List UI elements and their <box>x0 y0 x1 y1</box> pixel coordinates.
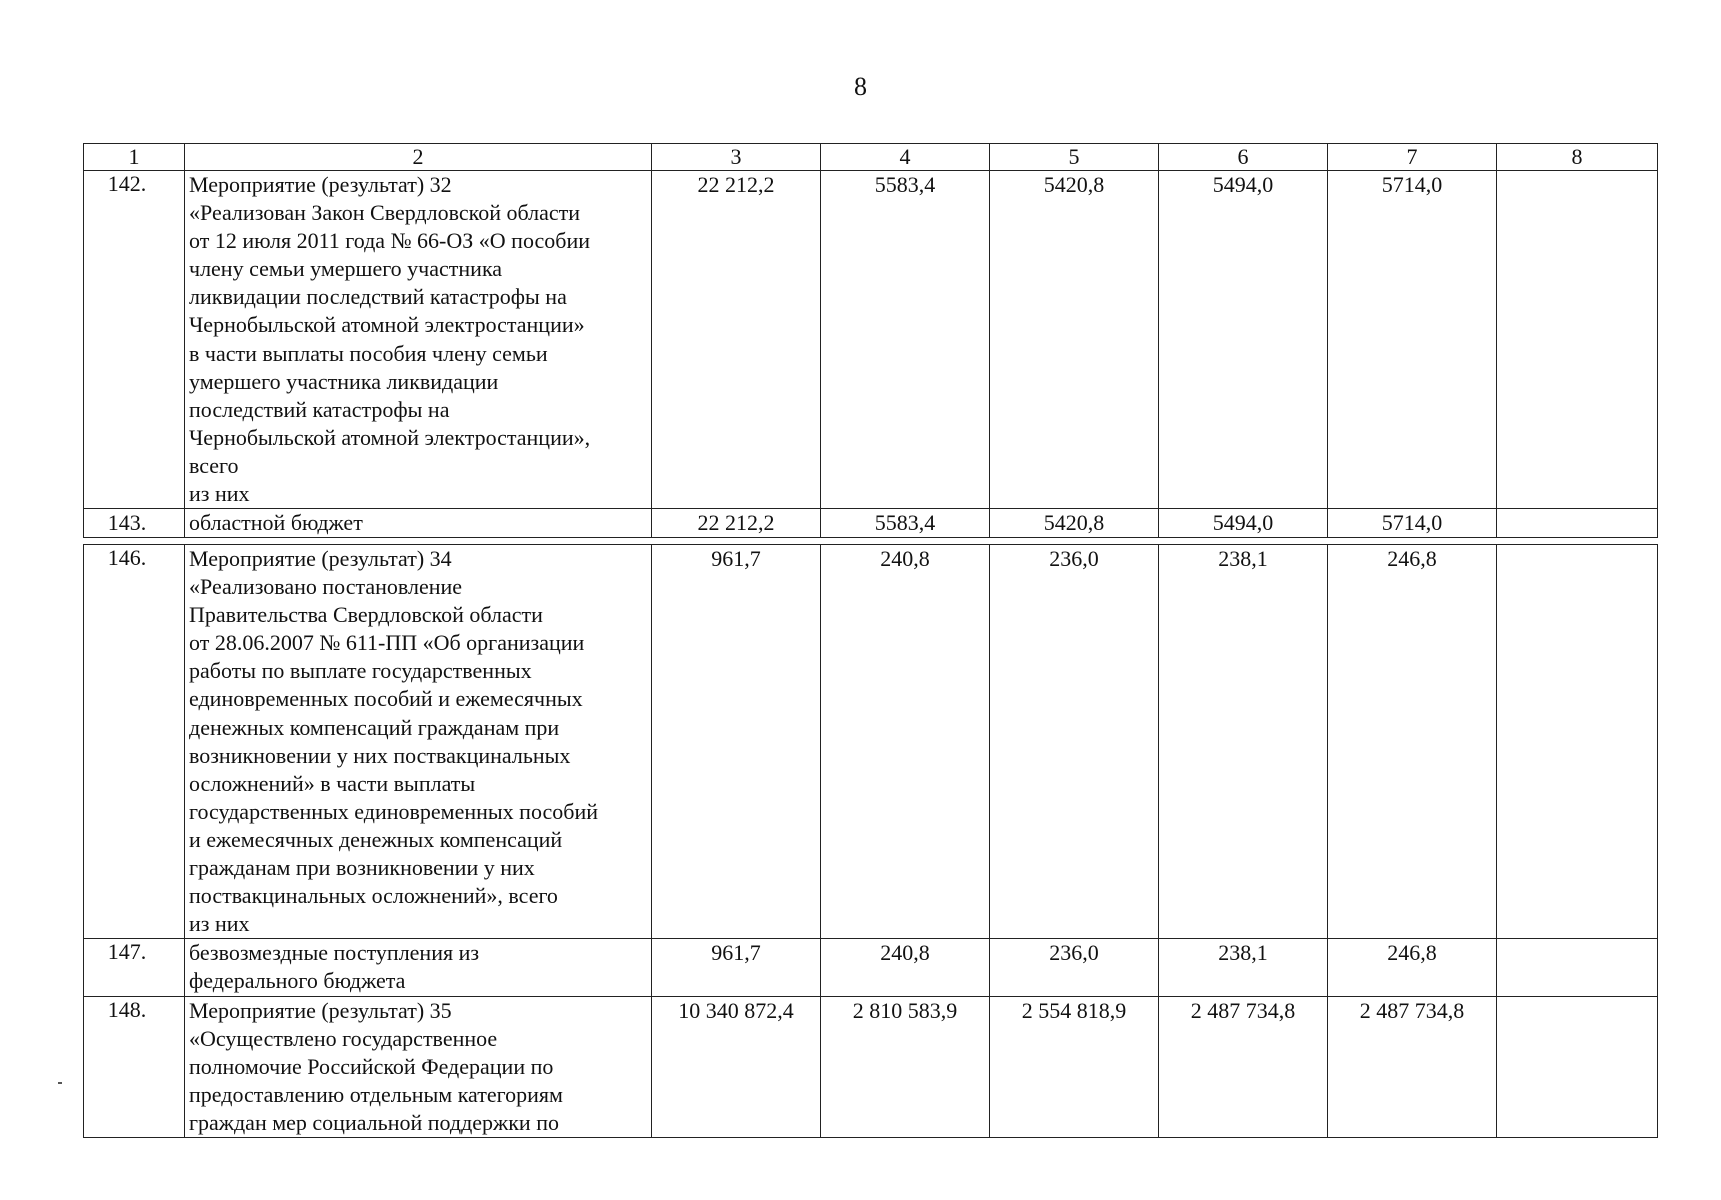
header-col-6: 6 <box>1159 144 1328 171</box>
cell-col-5: 236,0 <box>990 545 1159 939</box>
cell-col-4: 2 810 583,9 <box>821 996 990 1137</box>
cell-col-8 <box>1497 171 1658 509</box>
cell-col-5: 2 554 818,9 <box>990 996 1159 1137</box>
header-col-3: 3 <box>652 144 821 171</box>
cell-col-6: 5494,0 <box>1159 509 1328 538</box>
cell-col-4: 240,8 <box>821 939 990 996</box>
header-col-5: 5 <box>990 144 1159 171</box>
cell-col-6: 238,1 <box>1159 545 1328 939</box>
row-number: 143. <box>84 509 185 538</box>
table-row <box>84 996 1658 1137</box>
header-col-7: 7 <box>1328 144 1497 171</box>
row-description: областной бюджет <box>185 509 652 538</box>
budget-table-part-2 <box>83 544 1658 1138</box>
cell-col-4: 5583,4 <box>821 509 990 538</box>
table-row <box>84 939 1658 996</box>
cell-col-6: 2 487 734,8 <box>1159 996 1328 1137</box>
table-row <box>84 171 1658 509</box>
cell-col-5: 5420,8 <box>990 171 1159 509</box>
cell-col-3: 961,7 <box>652 545 821 939</box>
cell-col-7: 246,8 <box>1328 939 1497 996</box>
row-description: Мероприятие (результат) 34 «Реализовано постановление Правительства Свердловской области от 28.06.2007 № 611-ПП «Об организации работы по выплате государственных единовременных пособий и ежемесячных денежных компенсаций гражданам при возникновении у них поствакцинальных осложнений» в части выплаты государственных единовременных пособий и ежемесячных денежных компенсаций гражданам при возникновении у них поствакцинальных осложнений», всего из них <box>185 545 652 939</box>
row-number: 147. <box>84 939 185 996</box>
cell-col-8 <box>1497 509 1658 538</box>
row-description: Мероприятие (результат) 35 «Осуществлено государственное полномочие Российской Федерации по предоставлению отдельным категориям граждан мер социальной поддержки по <box>185 996 652 1137</box>
table-row <box>84 509 1658 538</box>
cell-col-5: 236,0 <box>990 939 1159 996</box>
page-number: 8 <box>854 72 867 101</box>
row-description: безвозмездные поступления из федерального бюджета <box>185 939 652 996</box>
cell-col-6: 238,1 <box>1159 939 1328 996</box>
row-number: 142. <box>84 171 185 509</box>
header-col-4: 4 <box>821 144 990 171</box>
row-number: 148. <box>84 996 185 1137</box>
cell-col-7: 246,8 <box>1328 545 1497 939</box>
table-row <box>84 545 1658 939</box>
header-col-1: 1 <box>84 144 185 171</box>
cell-col-7: 5714,0 <box>1328 509 1497 538</box>
cell-col-3: 22 212,2 <box>652 171 821 509</box>
cell-col-6: 5494,0 <box>1159 171 1328 509</box>
cell-col-8 <box>1497 996 1658 1137</box>
cell-col-3: 10 340 872,4 <box>652 996 821 1137</box>
row-number: 146. <box>84 545 185 939</box>
cell-col-7: 5714,0 <box>1328 171 1497 509</box>
scan-speck <box>58 1082 62 1084</box>
cell-col-4: 5583,4 <box>821 171 990 509</box>
cell-col-8 <box>1497 545 1658 939</box>
table-header-row <box>84 144 1658 171</box>
cell-col-8 <box>1497 939 1658 996</box>
cell-col-4: 240,8 <box>821 545 990 939</box>
cell-col-5: 5420,8 <box>990 509 1159 538</box>
cell-col-7: 2 487 734,8 <box>1328 996 1497 1137</box>
cell-col-3: 961,7 <box>652 939 821 996</box>
budget-table-part-1 <box>83 143 1658 538</box>
row-description: Мероприятие (результат) 32 «Реализован Закон Свердловской области от 12 июля 2011 года № 66-ОЗ «О пособии члену семьи умершего участника ликвидации последствий катастрофы на Чернобыльской атомной электростанции» в части выплаты пособия члену семьи умершего участника ликвидации последствий катастрофы на Чернобыльской атомной электростанции», всего из них <box>185 171 652 509</box>
header-col-2: 2 <box>185 144 652 171</box>
cell-col-3: 22 212,2 <box>652 509 821 538</box>
header-col-8: 8 <box>1497 144 1658 171</box>
